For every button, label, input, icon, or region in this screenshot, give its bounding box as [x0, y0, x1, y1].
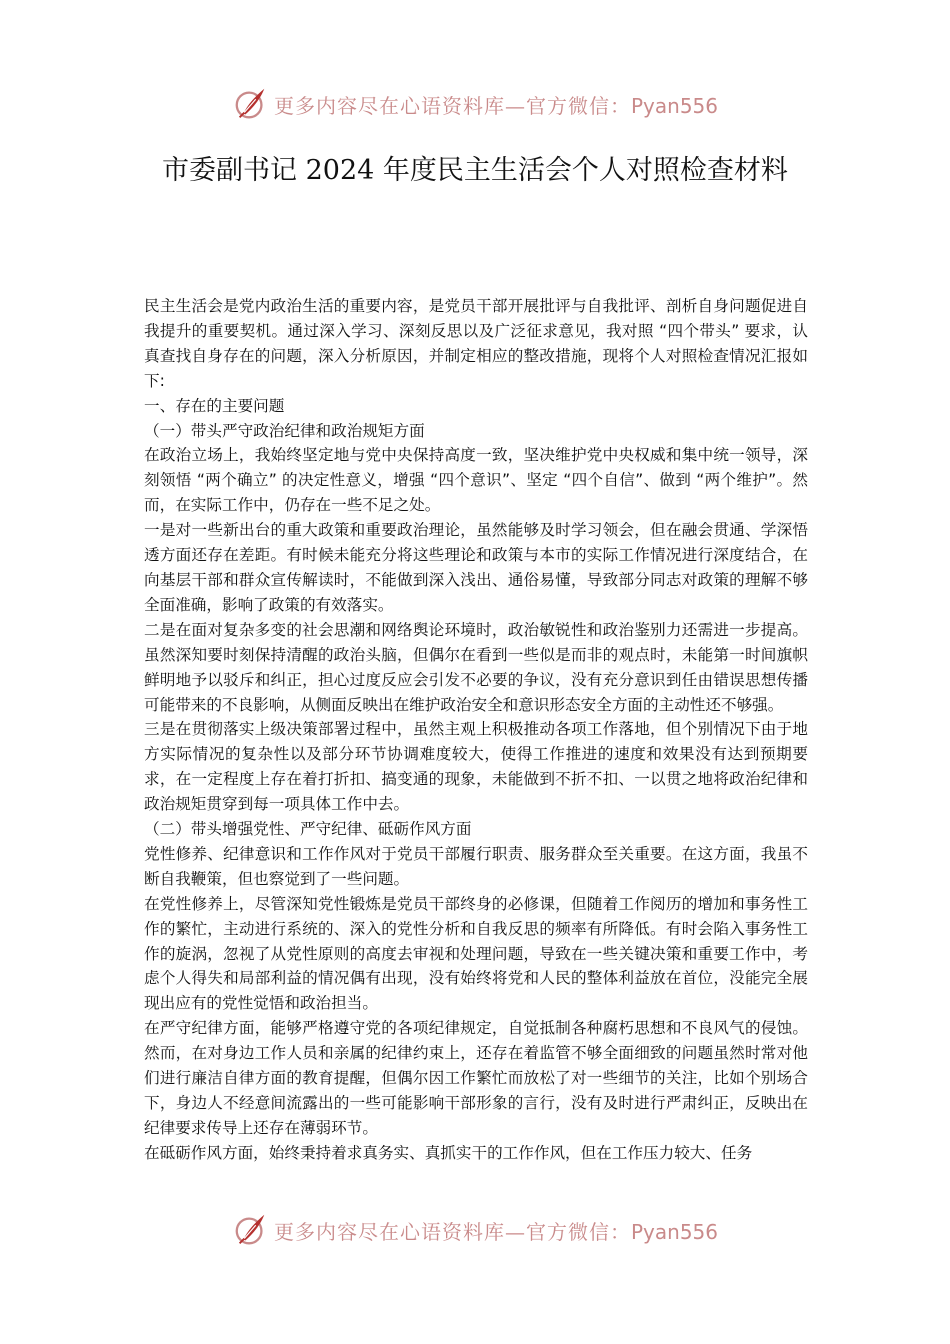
body-paragraph: 三是在贯彻落实上级决策部署过程中，虽然主观上积极推动各项工作落地，但个别情况下由于地方实际情况的复杂性以及部分环节协调难度较大，使得工作推进的速度和效果没有达到预期要求，在一定程度上存在着打折扣、搞变通的现象，未能做到不折不扣、一以贯之地将政治纪律和政治规矩贯穿到每一项具体工作中去。 — [144, 720, 808, 814]
body-paragraph: 在严守纪律方面，能够严格遵守党的各项纪律规定，自觉抵制各种腐朽思想和不良风气的侵蚀。然而，在对身边工作人员和亲属的纪律约束上，还存在着监管不够全面细致的问题虽然时常对他们进行廉洁自律方面的教育提醒，但偶尔因工作繁忙而放松了对一些细节的关注，比如个别场合下，身边人不经意间流露出的一些可能影响干部形象的言行，没有及时进行严肃纠正，反映出在纪律要求传导上还存在薄弱环节。 — [144, 1019, 808, 1137]
document-title: 市委副书记 2024 年度民主生活会个人对照检查材料 — [162, 155, 788, 186]
watermark-footer — [0, 1208, 950, 1252]
feather-pen-logo-icon — [232, 85, 270, 123]
body-paragraph: 在党性修养上，尽管深知党性锻炼是党员干部终身的必修课，但随着工作阅历的增加和事务性工作的繁忙，主动进行系统的、深入的党性分析和自我反思的频率有所降低。有时会陷入事务性工作的旋涡，忽视了从党性原则的高度去审视和处理问题，导致在一些关键决策和重要工作中，考虑个人得失和局部利益的情况偶有出现，没有始终将党和人民的整体利益放在首位，没能完全展现出应有的党性觉悟和政治担当。 — [144, 894, 808, 1013]
section-heading-1: 一、存在的主要问题 — [144, 396, 285, 415]
watermark-header — [0, 82, 950, 126]
feather-pen-logo-icon — [232, 1211, 270, 1249]
watermark-wechat-id: Pyan556 — [630, 1219, 718, 1244]
body-paragraph: 一是对一些新出台的重大政策和重要政治理论，虽然能够及时学习领会，但在融会贯通、学深悟透方面还存在差距。有时候未能充分将这些理论和政策与本市的实际工作情况进行深度结合，在向基层干部和群众宣传解读时，不能做到深入浅出、通俗易懂，导致部分同志对政策的理解不够全面准确，影响了政策的有效落实。 — [144, 521, 808, 614]
subsection-heading-1: （一）带头严守政治纪律和政治规矩方面 — [144, 421, 425, 440]
body-paragraph: 党性修养、纪律意识和工作作风对于党员干部履行职责、服务群众至关重要。在这方面，我虽不断自我鞭策，但也察觉到了一些问题。 — [144, 844, 808, 888]
subsection-heading-2: （二）带头增强党性、严守纪律、砥砺作风方面 — [144, 820, 472, 839]
body-paragraph: 二是在面对复杂多变的社会思潮和网络舆论环境时，政治敏锐性和政治鉴别力还需进一步提高。虽然深知要时刻保持清醒的政治头脑，但偶尔在看到一些似是而非的观点时，未能第一时间旗帜鲜明地予以驳斥和纠正，担心过度反应会引发不必要的争议，没有充分意识到任由错误思想传播可能带来的不良影响，从侧面反映出在维护政治安全和意识形态安全方面的主动性还不够强。 — [144, 620, 808, 714]
body-paragraph: 在砥砺作风方面，始终秉持着求真务实、真抓实干的工作作风，但在工作压力较大、任务 — [144, 1143, 753, 1162]
watermark-text: 更多内容尽在心语资料库—官方微信：Pyan556 — [273, 1219, 718, 1244]
watermark-wechat-id: Pyan556 — [630, 93, 718, 118]
intro-paragraph: 民主生活会是党内政治生活的重要内容，是党员干部开展批评与自我批评、剖析自身问题促进自我提升的重要契机。通过深入学习、深刻反思以及广泛征求意见，我对照 “四个带头” 要求，认真查找自身存在的问题，深入分析原因，并制定相应的整改措施，现将个人对照检查情况汇报如下: — [144, 297, 808, 390]
document-body — [144, 294, 808, 1166]
watermark-text: 更多内容尽在心语资料库—官方微信：Pyan556 — [273, 93, 718, 118]
body-paragraph: 在政治立场上，我始终坚定地与党中央保持高度一致，坚决维护党中央权威和集中统一领导，深刻领悟 “两个确立” 的决定性意义，增强 “四个意识”、坚定 “四个自信”、做到 “两个维护”。然而，在实际工作中，仍存在一些不足之处。 — [144, 446, 808, 515]
